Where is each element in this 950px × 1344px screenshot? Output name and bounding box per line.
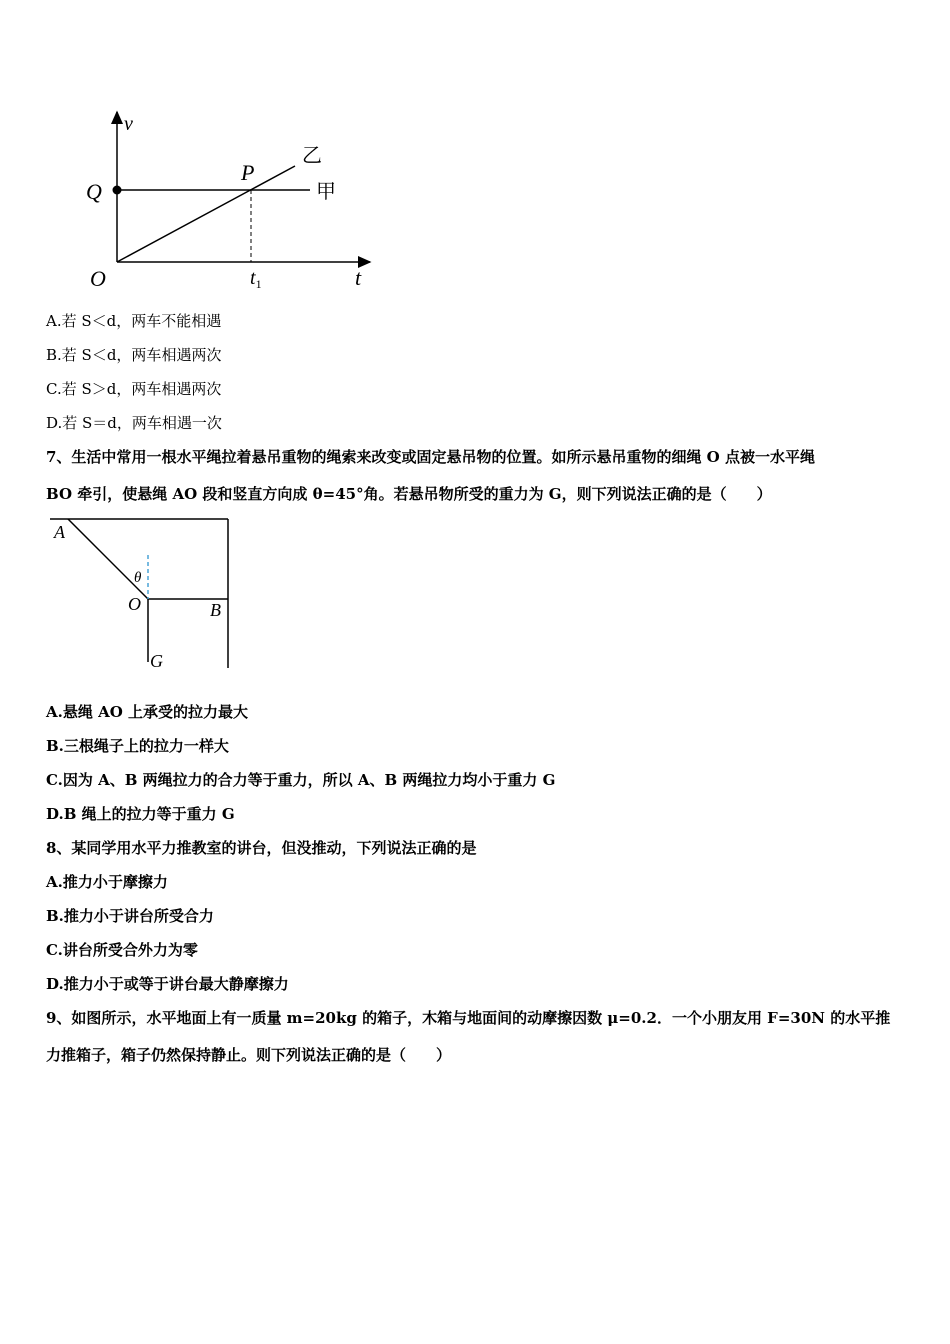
- q9-stem-line1: 9、如图所示，水平地面上有一质量 m=20kg 的箱子，木箱与地面间的动摩擦因数 μ=0.2．一个小朋友用 F=30N 的水平推: [46, 1009, 891, 1027]
- yi-label: 乙: [302, 145, 322, 167]
- q7-stem-line1: 7、生活中常用一根水平绳拉着悬吊重物的绳索来改变或固定悬吊物的位置。如所示悬吊重物的细绳 O 点被一水平绳: [46, 448, 815, 466]
- q6-option-c: C.若 S＞d，两车相遇两次: [46, 380, 222, 398]
- point-q-label: Q: [86, 179, 102, 204]
- q6-option-a: A.若 S＜d，两车不能相遇: [46, 312, 222, 330]
- q8-option-c: C.讲台所受合外力为零: [46, 941, 198, 959]
- origin-label: O: [90, 266, 106, 291]
- t1-label: $t_1$: [250, 267, 262, 291]
- q7-stem-line2: BO 牵引，使悬绳 AO 段和竖直方向成 θ=45°角。若悬吊物所受的重力为 G，则下列说法正确的是（ ）: [46, 485, 772, 503]
- q6-option-b: B.若 S＜d，两车相遇两次: [46, 346, 222, 364]
- label-b: B: [210, 600, 221, 620]
- label-a: A: [54, 522, 65, 542]
- q8-option-b: B.推力小于讲台所受合力: [46, 907, 214, 925]
- label-theta: θ: [134, 570, 142, 586]
- label-o: O: [128, 594, 141, 614]
- q7-option-d: D.B 绳上的拉力等于重力 G: [46, 805, 235, 823]
- q7-option-c: C.因为 A、B 两绳拉力的合力等于重力，所以 A、B 两绳拉力均小于重力 G: [46, 771, 556, 789]
- rope-ao: [68, 519, 148, 599]
- q7-option-b: B.三根绳子上的拉力一样大: [46, 737, 229, 755]
- point-q-dot: [113, 186, 122, 195]
- q8-stem: 8、某同学用水平力推教室的讲台，但没推动，下列说法正确的是: [46, 839, 477, 857]
- vt-graph: [80, 100, 380, 300]
- label-g: G: [150, 651, 163, 671]
- q8-option-a: A.推力小于摩擦力: [46, 873, 168, 891]
- q7-option-a: A.悬绳 AO 上承受的拉力最大: [46, 703, 249, 721]
- line-yi: [117, 166, 295, 262]
- point-p-label: P: [241, 160, 255, 185]
- q6-option-d: D.若 S＝d，两车相遇一次: [46, 414, 222, 432]
- q9-stem-line2: 力推箱子，箱子仍然保持静止。则下列说法正确的是（ ）: [46, 1046, 452, 1064]
- q8-option-d: D.推力小于或等于讲台最大静摩擦力: [46, 975, 289, 993]
- axis-t-label: t: [355, 265, 362, 290]
- rope-figure: [44, 510, 244, 675]
- axis-v-label: v: [124, 113, 133, 135]
- jia-label: 甲: [316, 181, 336, 203]
